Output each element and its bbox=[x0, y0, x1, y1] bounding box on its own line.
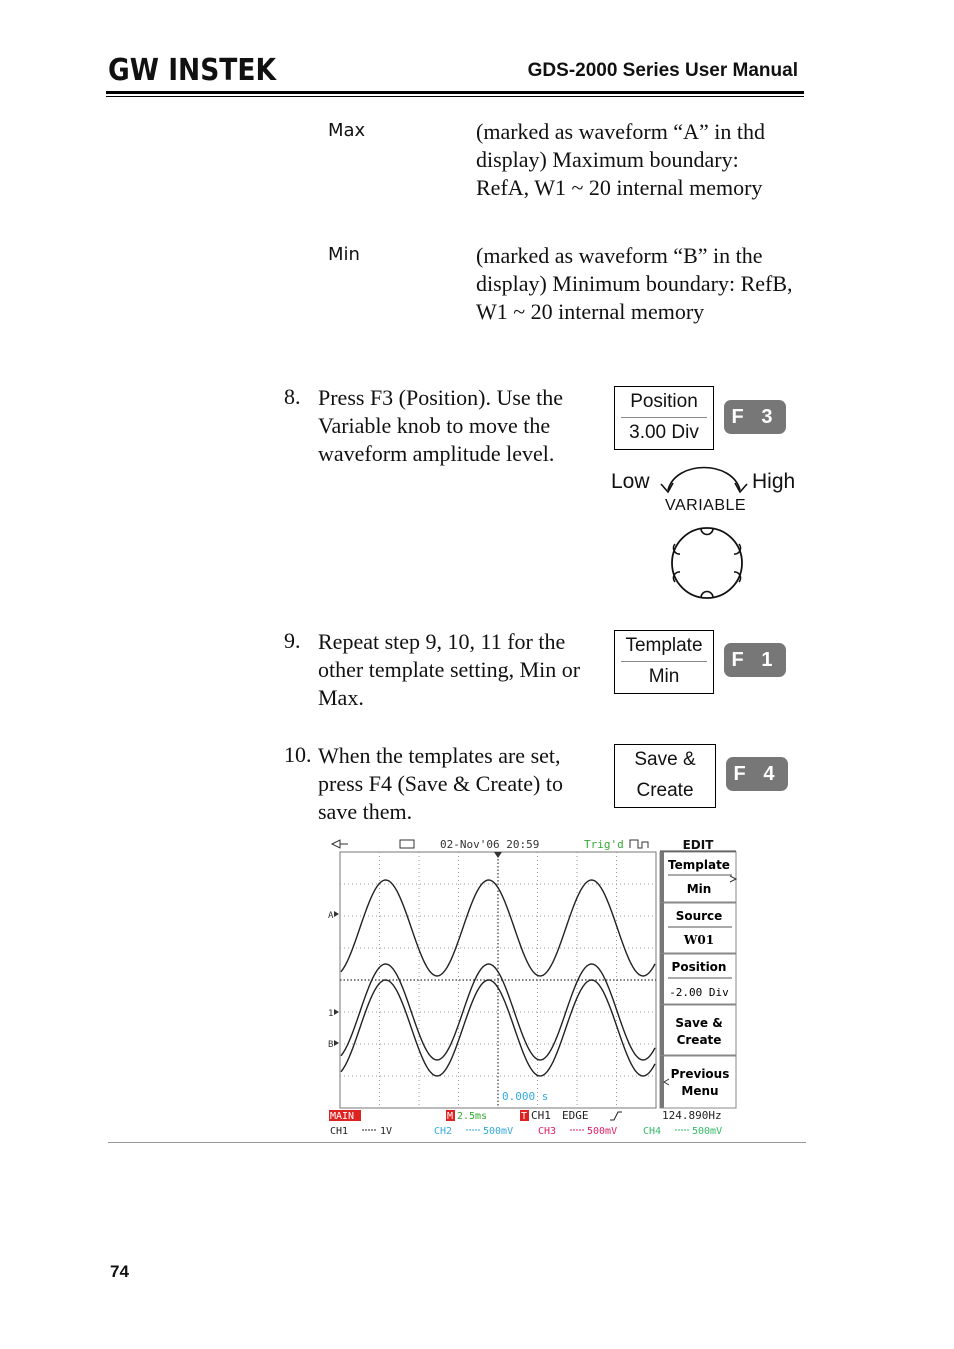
step-number: 8. bbox=[284, 384, 301, 409]
step-number: 9. bbox=[284, 628, 301, 653]
softkey-value: Create bbox=[636, 780, 694, 801]
ch1-scale: 1V bbox=[380, 1126, 393, 1137]
menu-title: EDIT bbox=[682, 838, 714, 852]
ch2-scale: 500mV bbox=[483, 1126, 514, 1137]
variable-label: VARIABLE bbox=[665, 497, 747, 514]
softkey-template[interactable] bbox=[614, 630, 714, 694]
softkey-value: 3.00 Div bbox=[629, 422, 699, 443]
menu-item-label: Template bbox=[668, 858, 730, 872]
menu-item-label: Save & bbox=[675, 1016, 723, 1030]
step-text: Press F3 (Position). Use the Variable knob to move the waveform amplitude level. bbox=[318, 385, 564, 466]
menu-item-label: Position bbox=[671, 960, 727, 974]
softkey-label: Save & bbox=[634, 749, 696, 770]
softkey-position[interactable] bbox=[614, 386, 714, 450]
step-text: When the templates are set, press F4 (Save & Create) to save them. bbox=[318, 743, 563, 824]
gw-instek-logo bbox=[108, 52, 280, 84]
header-rule bbox=[106, 91, 804, 94]
scope-timestamp: 02-Nov'06 20:59 bbox=[440, 838, 540, 851]
marker-b-label: B bbox=[328, 1040, 334, 1050]
rotation-arrow-icon bbox=[656, 456, 752, 500]
menu-item-value: W01 bbox=[683, 933, 715, 947]
menu-item-label: Previous bbox=[670, 1067, 730, 1081]
variable-knob-icon[interactable] bbox=[668, 524, 746, 602]
marker-1-label: 1 bbox=[328, 1009, 334, 1019]
brand-logo-text: GW INSTEK bbox=[108, 53, 278, 84]
softkey-label: Template bbox=[625, 635, 703, 656]
trigger-status: Trig'd bbox=[584, 838, 624, 851]
menu-item-label: Source bbox=[675, 909, 723, 923]
knob-low-label: Low bbox=[611, 470, 650, 493]
softkey-label: Position bbox=[630, 391, 698, 412]
mode-label: MAIN bbox=[330, 1111, 355, 1122]
ch4-label: CH4 bbox=[643, 1126, 662, 1137]
softkey-value: Min bbox=[648, 666, 680, 687]
ch1-label: CH1 bbox=[330, 1126, 349, 1137]
definition-desc-max: (marked as waveform “A” in thd display) Maximum boundary: RefA, W1 ~ 20 internal memory bbox=[476, 119, 765, 200]
ch4-scale: 500mV bbox=[692, 1126, 723, 1137]
footer-rule bbox=[108, 1142, 806, 1143]
menu-item-value: Create bbox=[676, 1033, 722, 1047]
trigger-marker: T bbox=[521, 1111, 528, 1122]
f1-key[interactable]: F 1 bbox=[724, 643, 786, 677]
definition-term-min: Min bbox=[328, 244, 360, 265]
knob-high-label: High bbox=[752, 470, 796, 493]
timebase-value: 2.5ms bbox=[457, 1111, 488, 1122]
step-text: Repeat step 9, 10, 11 for the other template setting, Min or Max. bbox=[318, 629, 581, 710]
f3-key[interactable]: F 3 bbox=[724, 400, 786, 434]
menu-item-value: -2.00 Div bbox=[669, 986, 729, 999]
menu-item-value: Min bbox=[686, 882, 712, 896]
manual-title: GDS-2000 Series User Manual bbox=[527, 60, 798, 81]
trigger-type: EDGE bbox=[562, 1109, 589, 1122]
f4-key[interactable]: F 4 bbox=[726, 757, 788, 791]
step-number: 10. bbox=[284, 742, 312, 767]
frequency-readout: 124.890Hz bbox=[662, 1109, 722, 1122]
ch2-label: CH2 bbox=[434, 1126, 453, 1137]
scope-menu bbox=[660, 838, 736, 1108]
definition-desc-min: (marked as waveform “B” in the display) Minimum boundary: RefB, W1 ~ 20 internal memory bbox=[476, 243, 793, 324]
ch3-scale: 500mV bbox=[587, 1126, 618, 1137]
trigger-source: CH1 bbox=[531, 1109, 551, 1122]
menu-item-value: Menu bbox=[681, 1084, 719, 1098]
timebase-marker: M bbox=[447, 1111, 454, 1122]
marker-a-label: A bbox=[328, 911, 334, 921]
time-offset: 0.000 s bbox=[502, 1090, 549, 1103]
oscilloscope-screen bbox=[326, 836, 738, 1140]
definition-term-max: Max bbox=[328, 120, 366, 141]
softkey-save-create[interactable] bbox=[614, 744, 716, 808]
page-number: 74 bbox=[110, 1262, 129, 1281]
header-rule-thin bbox=[106, 96, 804, 97]
ch3-label: CH3 bbox=[538, 1126, 557, 1137]
